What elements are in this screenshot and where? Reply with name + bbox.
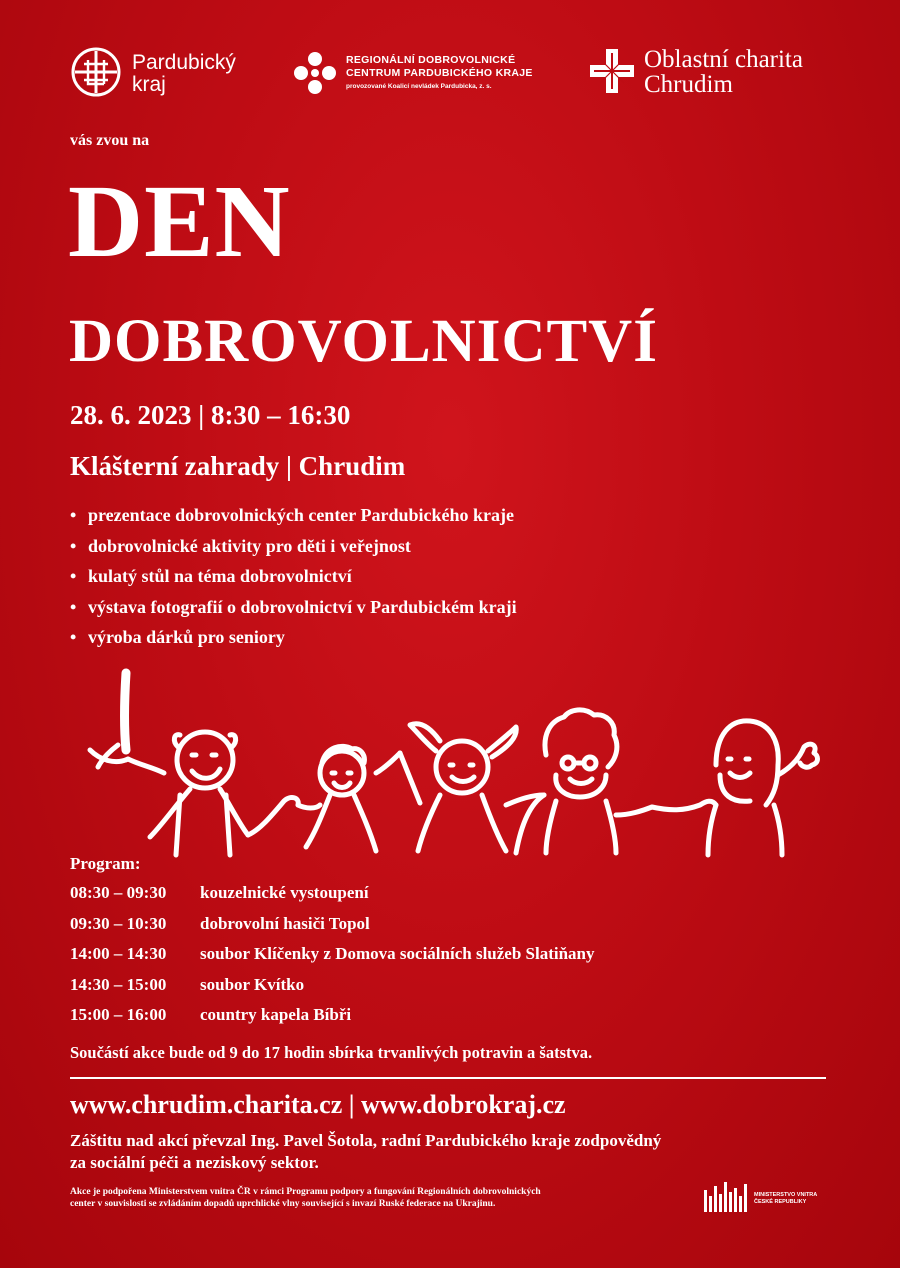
intro-text: vás zvou na bbox=[70, 132, 150, 149]
activity-item: • dobrovolnické aktivity pro děti i veřejnost bbox=[70, 535, 770, 566]
volunteers-illustration bbox=[80, 655, 825, 865]
title-line2: DOBROVOLNICTVÍ bbox=[69, 308, 658, 375]
charita-logo-line2: Chrudim bbox=[644, 71, 733, 98]
event-date-time: 28. 6. 2023 | 8:30 – 16:30 bbox=[70, 400, 351, 430]
ministry-bars-icon bbox=[704, 1182, 748, 1214]
program-row bbox=[70, 1004, 830, 1035]
program-label: Program: bbox=[70, 854, 141, 873]
funding-line2: center v souvislosti se zvládáním dopadů uprchlické vlny související s invazí Ruské federace na Ukrajinu. bbox=[70, 1199, 496, 1209]
program-schedule bbox=[70, 882, 830, 1035]
program-event: soubor Kvítko bbox=[200, 974, 305, 994]
activity-item: • kulatý stůl na téma dobrovolnictví bbox=[70, 565, 770, 596]
rdc-logo-line1: REGIONÁLNÍ DOBROVOLNICKÉ bbox=[346, 54, 516, 66]
charita-logo-line1: Oblastní charita bbox=[644, 46, 803, 73]
rdc-logo-sub: provozované Koalicí nevládek Pardubicka, z. s. bbox=[346, 83, 492, 90]
program-row bbox=[70, 974, 830, 1005]
program-time: 14:30 – 15:00 bbox=[70, 974, 167, 994]
activity-item: • výstava fotografií o dobrovolnictví v Pardubickém kraji bbox=[70, 596, 770, 627]
program-row bbox=[70, 913, 830, 944]
program-time: 15:00 – 16:00 bbox=[70, 1005, 167, 1024]
activity-item: • výroba dárků pro seniory bbox=[70, 626, 770, 657]
collection-note: Součástí akce bude od 9 do 17 hodin sbírka trvanlivých potravin a šatstva. bbox=[70, 1043, 593, 1062]
pardubicky-logo-line2: kraj bbox=[132, 73, 166, 96]
divider bbox=[70, 1077, 826, 1079]
charita-cross-icon bbox=[588, 47, 636, 95]
ministry-line1: MINISTERSTVO VNITRA bbox=[754, 1192, 818, 1198]
pardubicky-kraj-emblem-icon bbox=[70, 46, 122, 98]
program-event: dobrovolní hasiči Topol bbox=[200, 913, 370, 933]
funding-line1: Akce je podpořena Ministerstvem vnitra ČR v rámci Programu podpory a fungování Regionálních dobrovolnických bbox=[70, 1187, 541, 1197]
program-event: soubor Klíčenky z Domova sociálních služeb Slatiňany bbox=[200, 944, 595, 963]
charita-logo bbox=[588, 45, 838, 101]
activity-list bbox=[70, 504, 770, 657]
website-links[interactable]: www.chrudim.charita.cz | www.dobrokraj.cz bbox=[70, 1090, 566, 1119]
pardubicky-kraj-logo bbox=[70, 46, 250, 102]
funding-note bbox=[70, 1186, 690, 1210]
patronage-line2: za sociální péči a neziskový sektor. bbox=[70, 1153, 319, 1172]
program-time: 09:30 – 10:30 bbox=[70, 913, 167, 933]
rdc-logo-line2: CENTRUM PARDUBICKÉHO KRAJE bbox=[346, 67, 533, 79]
event-location: Klášterní zahrady | Chrudim bbox=[70, 451, 406, 481]
rdc-dots-icon bbox=[292, 50, 338, 96]
title-line1: DEN bbox=[68, 164, 291, 279]
ministry-line2: ČESKÉ REPUBLIKY bbox=[754, 1199, 807, 1205]
patronage-line1: Záštitu nad akcí převzal Ing. Pavel Šotola, radní Pardubického kraje zodpovědný bbox=[70, 1131, 662, 1150]
program-event: kouzelnické vystoupení bbox=[200, 883, 369, 902]
ministry-logo bbox=[704, 1182, 844, 1216]
program-time: 14:00 – 14:30 bbox=[70, 944, 167, 963]
program-row bbox=[70, 943, 830, 974]
program-time: 08:30 – 09:30 bbox=[70, 883, 167, 902]
activity-item: • prezentace dobrovolnických center Pardubického kraje bbox=[70, 504, 770, 535]
program-row bbox=[70, 882, 830, 913]
pardubicky-logo-line1: Pardubický bbox=[132, 51, 236, 74]
patronage-text bbox=[70, 1130, 830, 1174]
program-event: country kapela Bíbři bbox=[200, 1005, 352, 1024]
rdc-logo bbox=[292, 50, 552, 100]
